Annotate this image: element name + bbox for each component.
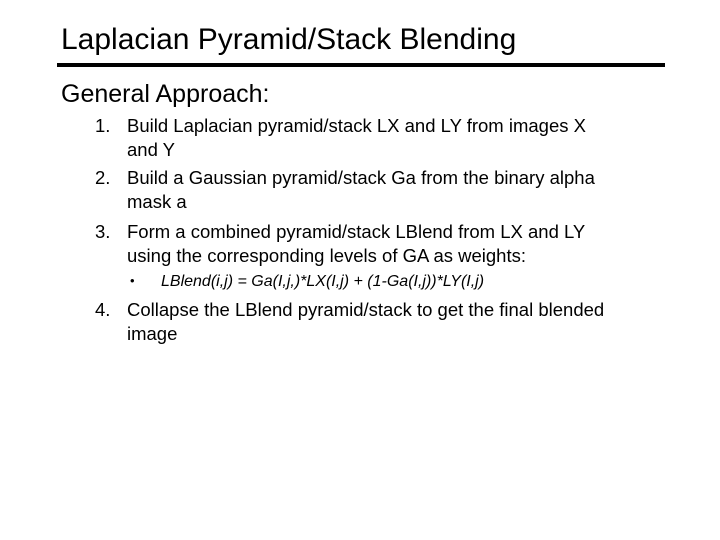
list-item-text: mask a xyxy=(127,191,187,212)
list-item-text: Form a combined pyramid/stack LBlend from LX and LY xyxy=(127,221,586,242)
list-item-number: 4. xyxy=(95,299,111,320)
list-item-text: image xyxy=(127,323,178,344)
list-item-text: Build Laplacian pyramid/stack LX and LY from images X xyxy=(127,115,586,136)
list-item-text: Build a Gaussian pyramid/stack Ga from the binary alpha xyxy=(127,167,595,188)
list-item-text: using the corresponding levels of GA as weights: xyxy=(127,245,527,266)
list-item-number: 1. xyxy=(95,115,111,136)
list-item-text: Collapse the LBlend pyramid/stack to get the final blended xyxy=(127,299,605,320)
bullet-icon: • xyxy=(130,273,135,288)
list-item-text: and Y xyxy=(127,139,176,160)
title-underline xyxy=(57,63,665,67)
blend-formula: LBlend(i,j) = Ga(I,j,)*LX(I,j) + (1-Ga(I,j))*LY(I,j) xyxy=(161,273,485,290)
list-item-number: 3. xyxy=(95,221,111,242)
section-heading: General Approach: xyxy=(61,80,270,108)
list-item-number: 2. xyxy=(95,167,111,188)
slide-title: Laplacian Pyramid/Stack Blending xyxy=(61,23,517,56)
